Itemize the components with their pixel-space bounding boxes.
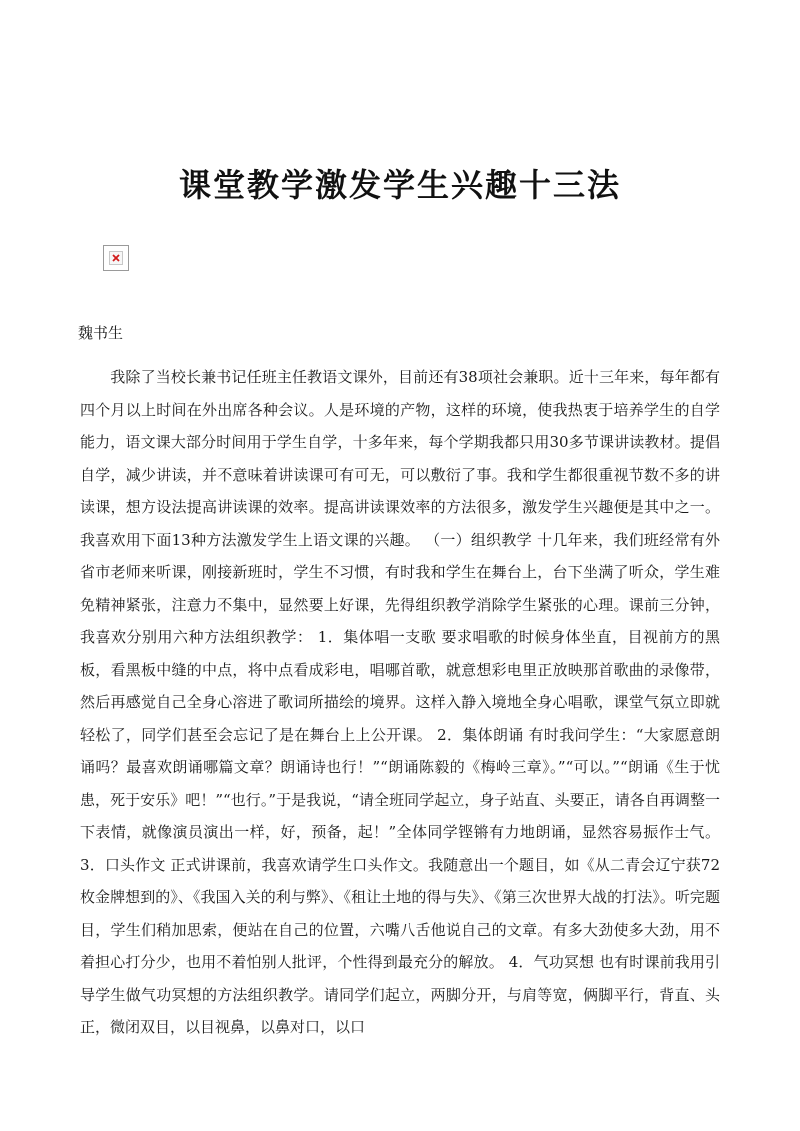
broken-image-icon: [103, 245, 129, 271]
body-paragraph: 我除了当校长兼书记任班主任教语文课外，目前还有38项社会兼职。近十三年来，每年都有四个月以上时间在外出席各种会议。人是环境的产物，这样的环境，使我热衷于培养学生的自学能力，语文课大部分时间用于学生自学，十多年来，每个学期我都只用30多节课讲读教材。提倡自学，减少讲读，并不意味着讲读课可有可无，可以敷衍了事。我和学生都很重视节数不多的讲读课，想方设法提高讲读课的效率。提高讲读课效率的方法很多，激发学生兴趣便是其中之一。我喜欢用下面13种方法激发学生上语文课的兴趣。 （一）组织教学 十几年来，我们班经常有外省市老师来听课，刚接新班时，学生不习惯，有时我和学生在舞台上，台下坐满了听众，学生难免精神紧张，注意力不集中，显然要上好课，先得组织教学消除学生紧张的心理。课前三分钟，我喜欢分别用六种方法组织教学： 1．集体唱一支歌 要求唱歌的时候身体坐直，目视前方的黑板，看黑板中缝的中点，将中点看成彩电，唱哪首歌，就意想彩电里正放映那首歌曲的录像带，然后再感觉自己全身心溶进了歌词所描绘的境界。这样入静入境地全身心唱歌，课堂气氛立即就轻松了，同学们甚至会忘记了是在舞台上上公开课。 2．集体朗诵 有时我问学生：“大家愿意朗诵吗？最喜欢朗诵哪篇文章？朗诵诗也行！”“朗诵陈毅的《梅岭三章》。”“可以。”“朗诵《生于忧患，死于安乐》吧！”“也行。”于是我说，“请全班同学起立，身子站直、头要正，请各自再调整一下表情，就像演员演出一样，好，预备，起！”全体同学铿锵有力地朗诵，显然容易振作士气。 3．口头作文 正式讲课前，我喜欢请学生口头作文。我随意出一个题目，如《从二青会辽宁获72枚金牌想到的》、《我国入关的利与弊》、《租让土地的得与失》、《第三次世界大战的打法》。听完题目，学生们稍加思索，便站在自己的位置，六嘴八舌他说自己的文章。有多大劲使多大劲，用不着担心打分少，也用不着怕别人批评，个性得到最充分的解放。 4．气功冥想 也有时课前我用引导学生做气功冥想的方法组织教学。请同学们起立，两脚分开，与肩等宽，俩脚平行，背直、头正，微闭双目，以目视鼻，以鼻对口，以口: [80, 368, 720, 1036]
author-name: 魏书生: [78, 324, 124, 342]
document-title: 课堂教学激发学生兴趣十三法: [178, 166, 621, 204]
red-x-icon: [106, 248, 126, 268]
